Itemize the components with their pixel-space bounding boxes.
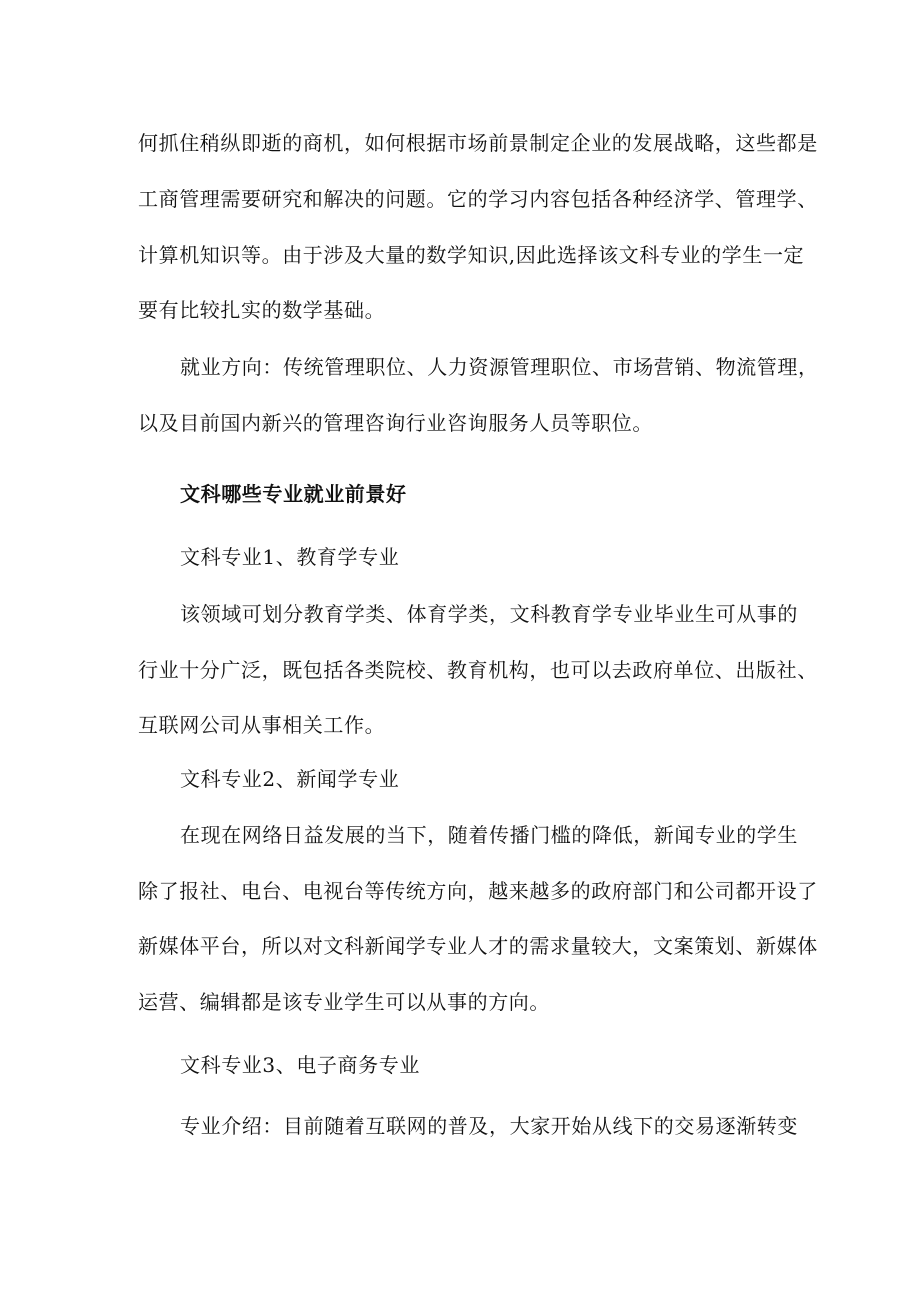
major-title: 文科专业1、教育学专业 [180,545,400,569]
paragraph-line: 专业介绍：目前随着互联网的普及，大家开始从线下的交易逐渐转变 [180,1114,798,1138]
paragraph-line: 要有比较扎实的数学基础。 [138,298,386,322]
paragraph-line: 互联网公司从事相关工作。 [138,713,386,737]
paragraph-line: 行业十分广泛，既包括各类院校、教育机构，也可以去政府单位、出版社、 [138,658,818,682]
major-title: 文科专业3、电子商务专业 [180,1053,420,1077]
paragraph-line: 运营、编辑都是该专业学生可以从事的方向。 [138,990,550,1014]
paragraph-line: 工商管理需要研究和解决的问题。它的学习内容包括各种经济学、管理学、 [138,187,818,211]
paragraph-line: 计算机知识等。由于涉及大量的数学知识,因此选择该文科专业的学生一定 [138,243,805,267]
paragraph-line: 在现在网络日益发展的当下，随着传播门槛的降低，新闻专业的学生 [180,823,798,847]
paragraph-line: 该领域可划分教育学类、体育学类，文科教育学专业毕业生可从事的 [180,602,798,626]
paragraph-line: 就业方向：传统管理职位、人力资源管理职位、市场营销、物流管理， [180,355,819,379]
paragraph-line: 除了报社、电台、电视台等传统方向，越来越多的政府部门和公司都开设了 [138,879,818,903]
major-title: 文科专业2、新闻学专业 [180,767,400,791]
paragraph-line: 新媒体平台，所以对文科新闻学专业人才的需求量较大，文案策划、新媒体 [138,934,818,958]
section-heading: 文科哪些专业就业前景好 [180,482,407,506]
paragraph-line: 何抓住稍纵即逝的商机，如何根据市场前景制定企业的发展战略，这些都是 [138,131,818,155]
paragraph-line: 以及目前国内新兴的管理咨询行业咨询服务人员等职位。 [138,411,653,435]
